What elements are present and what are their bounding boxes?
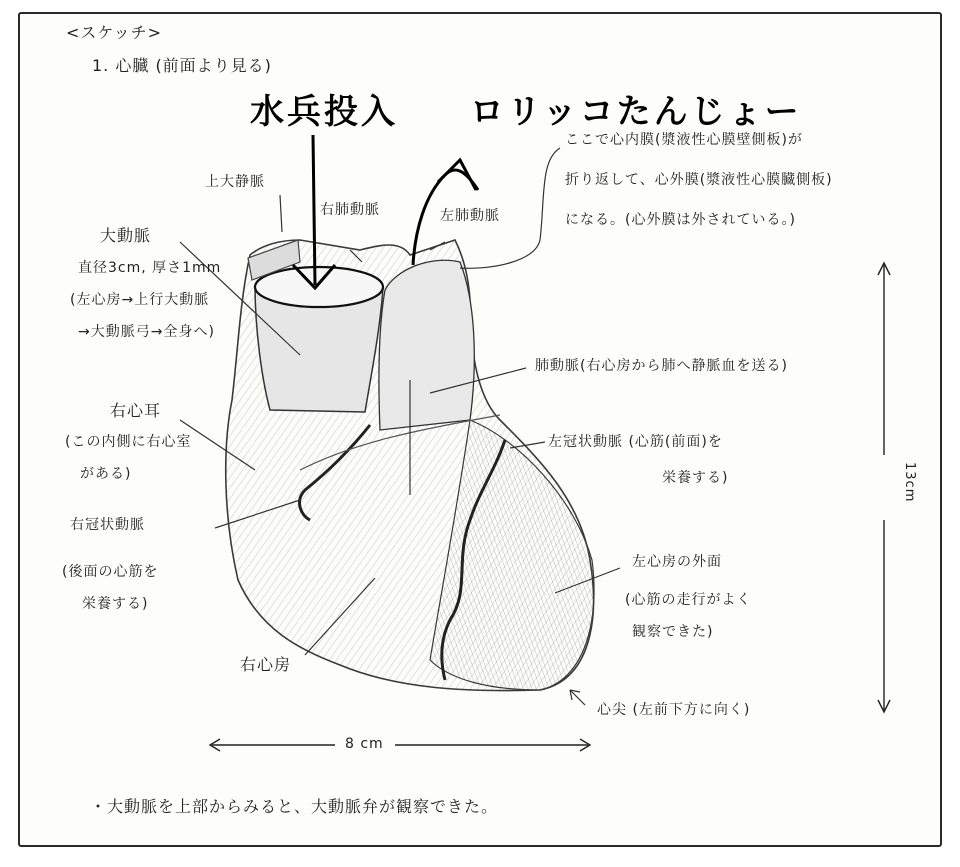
pulmonary-trunk-shape	[379, 260, 474, 430]
label-right-auricle-line-1: (この内側に右心室	[65, 434, 192, 450]
label-pulmonary-trunk: 肺動脈(右心房から肺へ静脈血を送る)	[535, 358, 788, 374]
label-left-coronary-line-1: 左冠状動脈 (心筋(前面)を	[548, 434, 723, 450]
label-superior-vena-cava: 上大静脈	[205, 174, 265, 190]
label-pericardium-line-3: になる。(心外膜は外されている。)	[565, 212, 796, 228]
upward-arrow-head	[438, 160, 476, 190]
label-aorta-line-1: 直径3cm, 厚さ1mm	[78, 260, 222, 276]
label-aorta-line-3: →大動脈弓→全身へ)	[78, 324, 215, 340]
observation-note: ・大動脈を上部からみると、大動脈弁が観察できた。	[90, 797, 499, 816]
sketch-title: 1. 心臓 (前面より見る)	[92, 56, 272, 75]
label-apex: 心尖 (左前下方に向く)	[597, 702, 751, 718]
aorta-opening	[255, 267, 383, 307]
section-heading: <スケッチ>	[66, 23, 163, 42]
label-right-pulmonary-artery: 右肺動脈	[320, 202, 380, 218]
label-left-coronary-line-2: 栄養する)	[662, 470, 729, 486]
label-right-coronary-line-1: 右冠状動脈	[70, 517, 145, 533]
label-pericardium-line-1: ここで心内膜(漿液性心膜壁側板)が	[565, 132, 803, 148]
label-right-coronary-line-3: 栄養する)	[82, 596, 149, 612]
overlay-text-left: 水兵投入	[250, 92, 398, 132]
label-right-atrium: 右心房	[240, 655, 292, 674]
overlay-text-right: ロリッコたんじょー	[470, 92, 802, 132]
label-pericardium-line-2: 折り返して、心外膜(漿液性心膜臓側板)	[565, 172, 833, 188]
label-aorta-title: 大動脈	[100, 226, 152, 245]
height-dimension-label: 13cm	[902, 462, 917, 503]
label-left-atrium-line-3: 観察できた)	[632, 624, 714, 640]
label-aorta-line-2: (左心房→上行大動脈	[70, 292, 210, 308]
label-right-auricle-line-2: がある)	[80, 466, 132, 482]
downward-arrow-line	[313, 135, 315, 285]
label-left-pulmonary-artery: 左肺動脈	[440, 208, 500, 224]
label-left-atrium-line-2: (心筋の走行がよく	[625, 592, 752, 608]
width-dimension-label: 8 cm	[345, 736, 384, 752]
label-right-coronary-line-2: (後面の心筋を	[62, 564, 159, 580]
label-left-atrium-line-1: 左心房の外面	[632, 554, 722, 570]
label-right-auricle-title: 右心耳	[110, 401, 162, 420]
